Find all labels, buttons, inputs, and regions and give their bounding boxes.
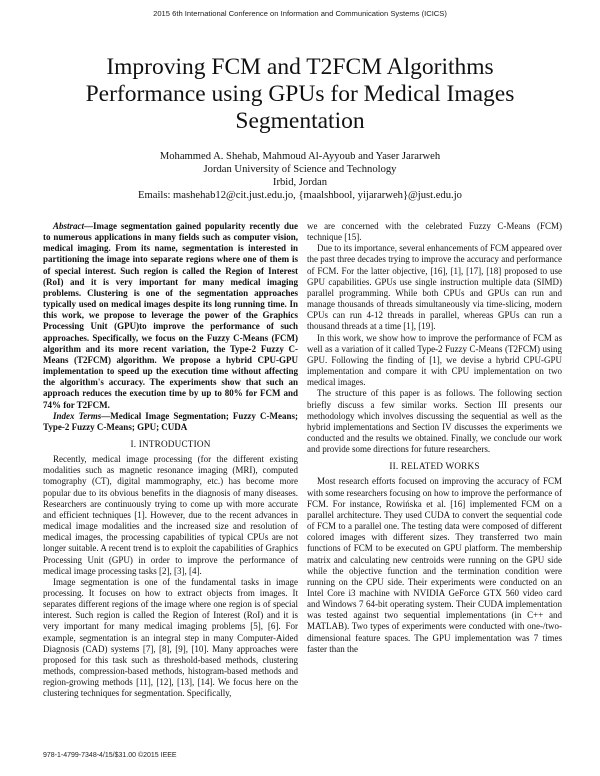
paragraph: Most research efforts focused on improving the accuracy of FCM with some researchers focusing on how to improve the performance of FCM. For instance, Rowińska et al. [16] implemented FCM on a parallel architecture. They used CUDA to convert the sequential code of FCM to a parallel one. The testing data were composed of different colored images with different sizes. They transferred two main functions of FCM to be executed on GPU platform. The membership matrix and calculating new centroids were running on the GPU side while the objective function and the termination condition were running on the CPU side. Their experiments were conducted on an Intel Core i3 machine with NVIDIA GeForce GTX 560 video card and Windows 7 64-bit operating system. Their CUDA implementation was tested against two sequential implementations (in C++ and MATLAB). Two types of experiments were conducted with one-/two-dimensional feature spaces. The GPU implementation was 7 times faster than the <box>307 476 562 654</box>
title-line: Performance using GPUs for Medical Images <box>85 81 515 107</box>
abstract-text: —Image segmentation gained popularity recently due to numerous applications in many fields such as computer vision, medical imaging. From its name, segmentation is interested in partitioning the image into separate regions where one of them is of special interest. Such region is called the Region of Interest (RoI) and it is very important for many medical imaging problems. Clustering is one of the segmentation approaches typically used on medical images despite its long running time. In this work, we propose to leverage the power of the Graphics Processing Unit (GPU)to improve the performance of such approaches. Specifically, we focus on the Fuzzy C-Means (FCM) algorithm and its more recent variation, the Type-2 Fuzzy C-Means (T2FCM) algorithm. We propose a hybrid CPU-GPU implementation to speed up the execution time without affecting the algorithm's accuracy. The experiments show that such an approach reduces the execution time by up to 80% for FCM and 74% for T2FCM. <box>43 221 298 410</box>
paragraph: The structure of this paper is as follows. The following section briefly discuss a few similar works. Section III presents our methodology which involves discussing the sequential as well as the hybrid implementations and Section IV discusses the experiments we conducted and the results we obtained. Finally, we conclude our work and provide some directions for future researchers. <box>307 388 562 455</box>
index-terms-label: Index Terms <box>53 410 102 421</box>
abstract <box>43 221 298 411</box>
abstract-label: Abstract <box>53 221 85 231</box>
left-column <box>43 221 298 700</box>
index-terms-text: —Medical Image Segmentation; Fuzzy C-Means; Type-2 Fuzzy C-Means; GPU; CUDA <box>43 410 298 432</box>
right-column <box>307 221 562 655</box>
location: Irbid, Jordan <box>272 177 328 188</box>
author-names: Mohammed A. Shehab, Mahmoud Al-Ayyoub and Yaser Jararweh <box>159 151 441 162</box>
affiliation: Jordan University of Science and Technology <box>203 164 397 175</box>
title-line: Segmentation <box>235 108 365 134</box>
section-heading-related-works: II. RELATED WORKS <box>389 461 480 472</box>
emails: Emails: mashehab12@cit.just.edu.jo, {maalshbool, yijararweh}@just.edu.jo <box>138 190 462 201</box>
paragraph: Due to its importance, several enhancements of FCM appeared over the past three decades trying to improve the accuracy and performance of FCM. For the latter objective, [16], [1], [17], [18] proposed to use GPU capabilities. GPUs use single instruction multiple data (SIMD) parallel programming. While both CPUs and GPUs can run and manage thousands of threads simultaneously via time-slicing, modern CPUs can run 4-12 threads in parallel, whereas GPUs can run a thousand threads at a time [1], [19]. <box>307 243 562 332</box>
paper-title <box>40 54 560 135</box>
author-block <box>40 150 560 202</box>
copyright-footer: 978-1-4799-7348-4/15/$31.00 ©2015 IEEE <box>43 752 177 759</box>
title-line: Improving FCM and T2FCM Algorithms <box>106 54 494 80</box>
paragraph: Recently, medical image processing (for the different existing modalities such as magnetic resonance imaging (MRI), computed tomography (CT), digital mammography, etc.) has become more popular due to its obvious benefits in the diagnosis of many diseases. Researchers are continuously trying to come up with more accurate and efficient techniques [1]. However, due to the recent advances in medical image modalities and the increased size and resolution of medical images, the processing capabilities of typical CPUs are not longer suitable. A recent trend is to exploit the capabilities of Graphics Processing Unit (GPU) in order to improve the performance of medical image processing tasks [2], [3], [4]. <box>43 454 298 576</box>
paragraph: Image segmentation is one of the fundamental tasks in image processing. It focuses on how to extract objects from images. It separates different regions of the image where one region is of special interest. Such region is called the Region of Interest (RoI) and it is very important for many medical imaging problems [5], [6]. For example, segmentation is an integral step in many Computer-Aided Diagnosis (CAD) systems [7], [8], [9], [10]. Many approaches were proposed for this task such as threshold-based methods, clustering methods, compression-based methods, histogram-based methods and region-growing methods [11], [12], [13], [14]. We focus here on the clustering techniques for segmentation. Specifically, <box>43 576 298 699</box>
paragraph: In this work, we show how to improve the performance of FCM as well as a variation of it called Type-2 Fuzzy C-Means (T2FCM) using GPU. Following the finding of [1], we devise a hybrid CPU-GPU implementation and compare it with CPU implementation on two medical images. <box>307 332 562 388</box>
paragraph: we are concerned with the celebrated Fuzzy C-Means (FCM) technique [15]. <box>307 221 562 243</box>
index-terms <box>43 411 298 433</box>
conference-header: 2015 6th International Conference on Information and Communication Systems (ICICS) <box>153 9 447 18</box>
section-heading-introduction: I. INTRODUCTION <box>130 438 211 449</box>
